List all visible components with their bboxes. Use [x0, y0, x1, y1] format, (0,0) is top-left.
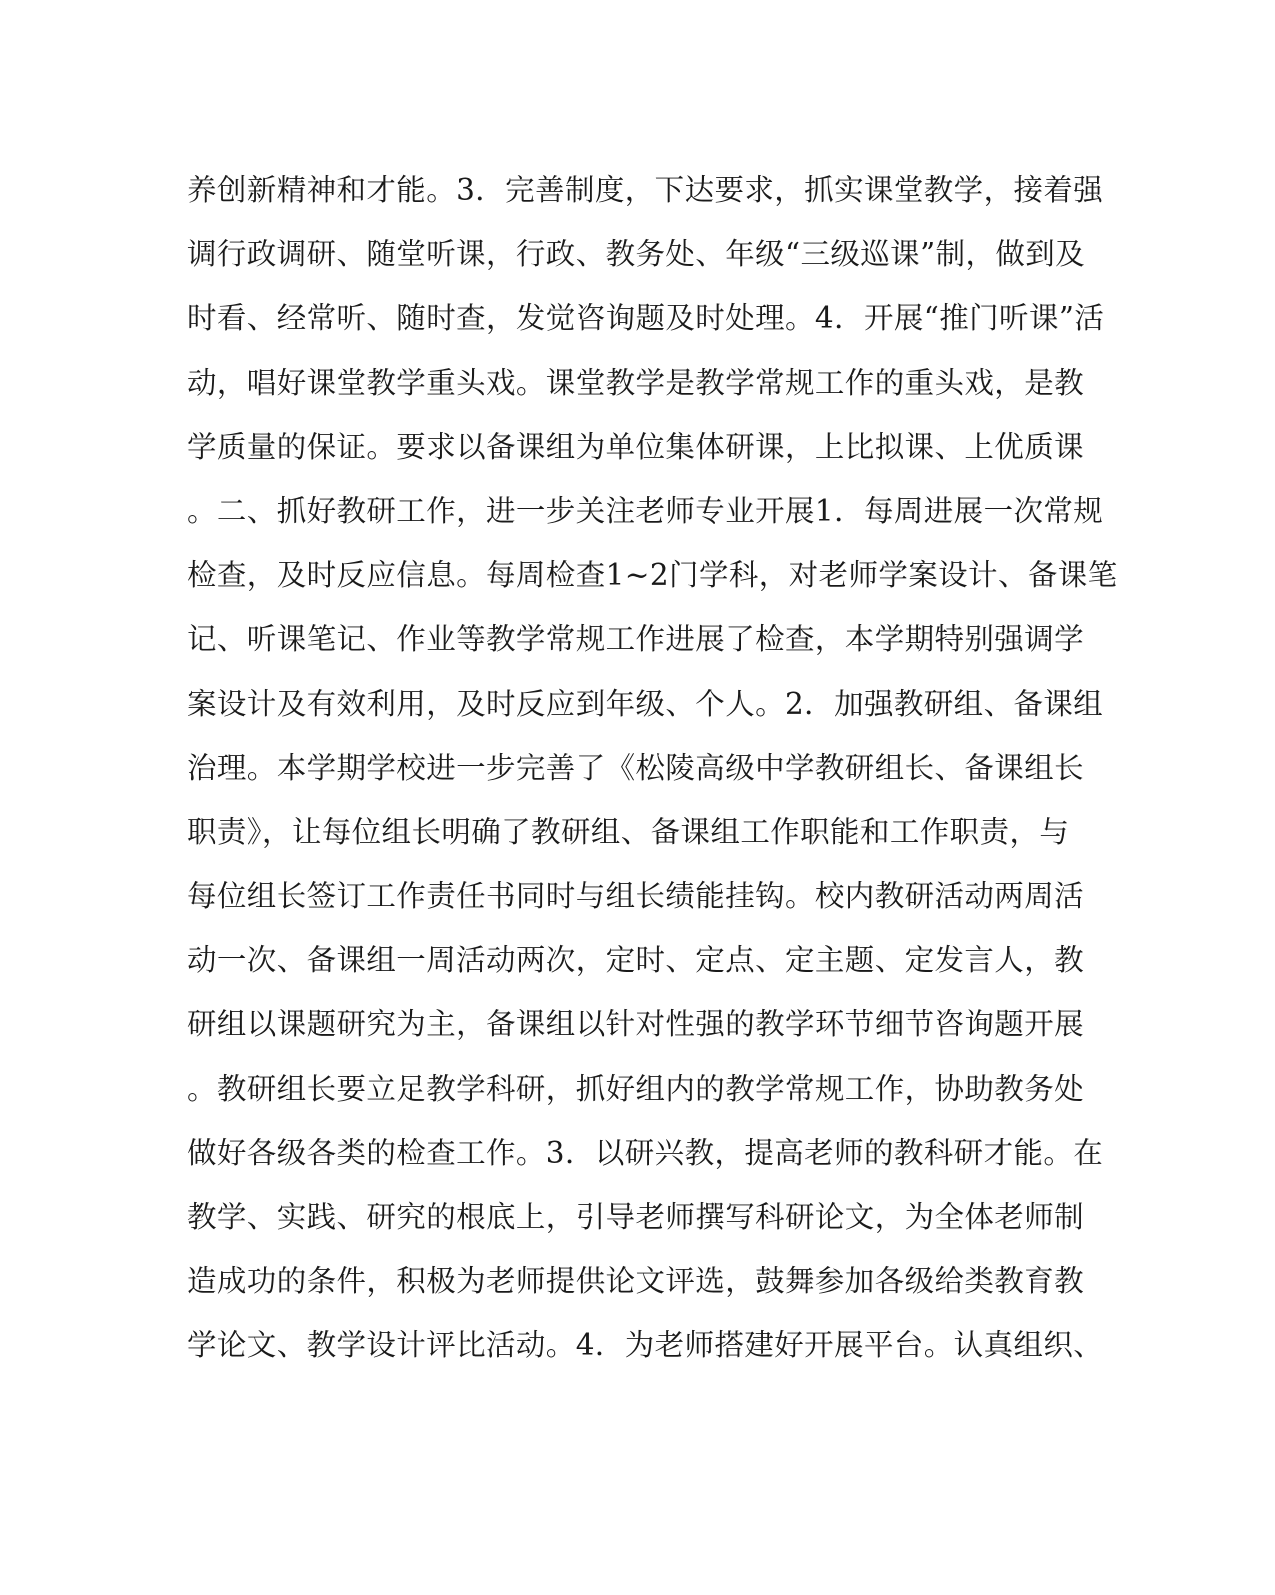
body-text	[187, 158, 1118, 1378]
text-line: 检查，及时反应信息。每周检查1~2门学科，对老师学案设计、备课笔	[187, 558, 1118, 593]
text-line: 做好各级各类的检查工作。3．以研兴教，提高老师的教科研才能。在	[187, 1135, 1104, 1170]
text-line: 学论文、教学设计评比活动。4．为老师搭建好开展平台。认真组织、	[187, 1328, 1104, 1363]
text-line: 研组以课题研究为主，备课组以针对性强的教学环节细节咨询题开展	[187, 1007, 1085, 1042]
text-line: 动，唱好课堂教学重头戏。课堂教学是教学常规工作的重头戏，是教	[187, 365, 1085, 400]
text-line: 案设计及有效利用，及时反应到年级、个人。2．加强教研组、备课组	[187, 686, 1104, 721]
text-line: 造成功的条件，积极为老师提供论文评选，鼓舞参加各级给类教育教	[187, 1264, 1085, 1299]
text-line: 职责》，让每位组长明确了教研组、备课组工作职能和工作职责，与	[187, 814, 1070, 849]
text-line: 养创新精神和才能。3．完善制度，下达要求，抓实课堂教学，接着强	[187, 173, 1104, 207]
text-line: 动一次、备课组一周活动两次，定时、定点、定主题、定发言人，教	[187, 943, 1085, 978]
text-line: 时看、经常听、随时查，发觉咨询题及时处理。4．开展“推门听课”活	[187, 301, 1105, 336]
text-line: 学质量的保证。要求以备课组为单位集体研课，上比拟课、上优质课	[187, 429, 1085, 464]
text-line: 调行政调研、随堂听课，行政、教务处、年级“三级巡课”制，做到及	[187, 237, 1086, 272]
text-line: 。二、抓好教研工作，进一步关注老师专业开展1．每周进展一次常规	[187, 493, 1104, 528]
text-line: 治理。本学期学校进一步完善了《松陵高级中学教研组长、备课组长	[187, 750, 1085, 785]
text-line: 。教研组长要立足教学科研，抓好组内的教学常规工作，协助教务处	[187, 1071, 1085, 1106]
text-line: 记、听课笔记、作业等教学常规工作进展了检查，本学期特别强调学	[187, 622, 1085, 657]
text-line: 每位组长签订工作责任书同时与组长绩能挂钩。校内教研活动两周活	[187, 879, 1085, 914]
text-line: 教学、实践、研究的根底上，引导老师撰写科研论文，为全体老师制	[187, 1200, 1085, 1234]
